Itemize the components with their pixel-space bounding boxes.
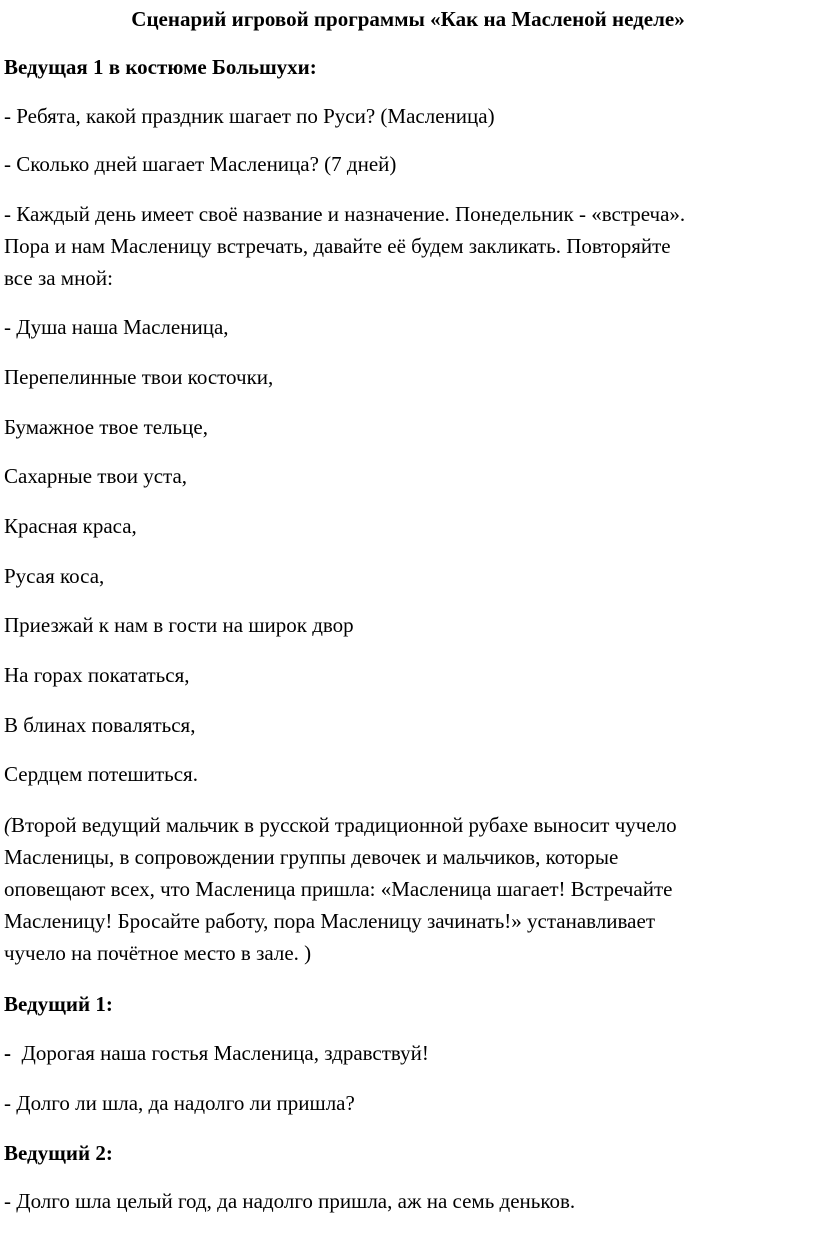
- verse-line: Сердцем потешиться.: [4, 762, 198, 786]
- verse-line: Перепелинные твои косточки,: [4, 365, 274, 389]
- stage-direction-line: чучело на почётное место в зале. ): [4, 941, 312, 965]
- stage-direction-line: оповещают всех, что Масленица пришла: «Масленица шагает! Встречайте: [4, 877, 673, 901]
- speaker-host1-costume: Ведущая 1 в костюме Большухи:: [4, 55, 317, 79]
- stage-direction-line: Масленицы, в сопровождении группы девочек и мальчиков, которые: [4, 845, 619, 869]
- verse-line: В блинах поваляться,: [4, 713, 196, 737]
- verse-line: Русая коса,: [4, 564, 105, 588]
- speaker-host2: Ведущий 2:: [4, 1141, 113, 1165]
- stage-direction-line: [4, 810, 677, 840]
- paragraph-line: все за мной:: [4, 266, 113, 290]
- verse-line: На горах покататься,: [4, 663, 190, 687]
- question-stay: - Долго ли шла, да надолго ли пришла?: [4, 1091, 355, 1115]
- verse-line: Сахарные твои уста,: [4, 464, 188, 488]
- answer-stay: - Долго шла целый год, да надолго пришла, аж на семь деньков.: [4, 1189, 576, 1213]
- verse-line: Приезжай к нам в гости на широк двор: [4, 613, 354, 637]
- question-holiday: - Ребята, какой праздник шагает по Руси? (Масленица): [4, 104, 495, 128]
- greeting-line: [4, 1038, 429, 1068]
- verse-line: Бумажное твое тельце,: [4, 415, 208, 439]
- speaker-host1: Ведущий 1:: [4, 992, 113, 1016]
- paragraph-line: - Каждый день имеет своё название и назначение. Понедельник - «встреча».: [4, 202, 686, 226]
- verse-line: - Душа наша Масленица,: [4, 315, 229, 339]
- stage-direction-text: Второй ведущий мальчик в русской традиционной рубахе выносит чучело: [11, 813, 677, 837]
- paragraph-line: Пора и нам Масленицу встречать, давайте её будем закликать. Повторяйте: [4, 234, 671, 258]
- stage-direction-line: Масленицу! Бросайте работу, пора Масленицу зачинать!» устанавливает: [4, 909, 655, 933]
- greeting-dash: -: [4, 1041, 11, 1065]
- verse-line: Красная краса,: [4, 514, 137, 538]
- document-title: Сценарий игровой программы «Как на Масленой неделе»: [131, 7, 685, 31]
- question-days: - Сколько дней шагает Масленица? (7 дней): [4, 152, 397, 176]
- stage-direction-paren: (: [4, 813, 11, 837]
- greeting-text: Дорогая наша гостья Масленица, здравствуй!: [11, 1041, 429, 1065]
